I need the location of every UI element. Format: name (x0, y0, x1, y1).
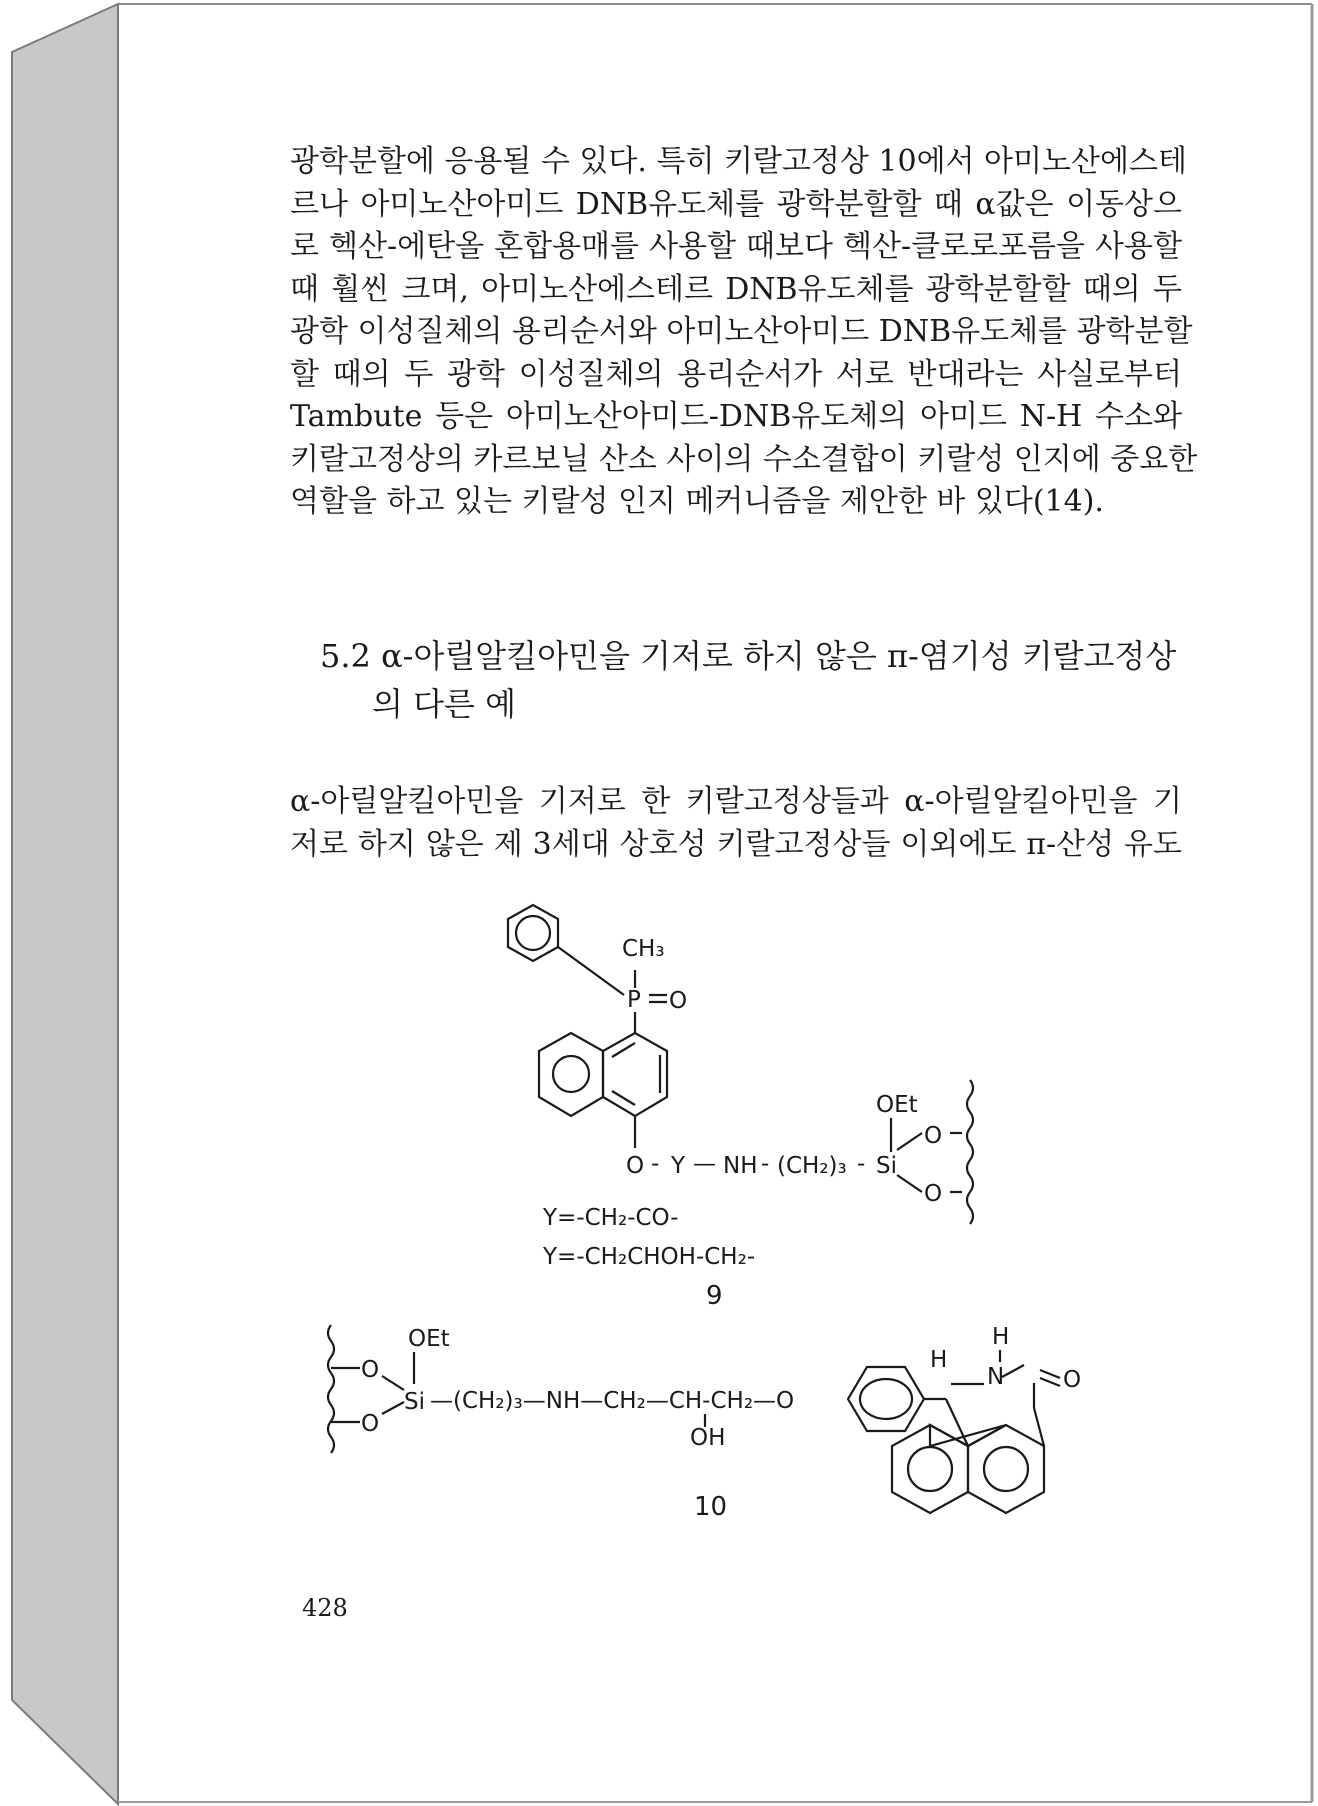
silicon-label: Si (404, 1389, 425, 1415)
linker-dash: - (761, 1151, 770, 1177)
hydroxyl-label: OH (690, 1425, 726, 1451)
section-heading-line2: 의 다른 예 (372, 685, 516, 723)
nitrogen-label: N (987, 1364, 1005, 1390)
page-number: 428 (302, 1594, 348, 1622)
oet-label: OEt (408, 1326, 450, 1352)
text-line: 역할을 하고 있는 키랄성 인지 메커니즘을 제안한 바 있다(14). (290, 484, 1104, 519)
oxygen-label: O (361, 1357, 380, 1383)
oxygen-label: O (669, 988, 688, 1014)
phosphorus-label: P (627, 987, 641, 1013)
section-heading-line1: 5.2 α-아릴알킬아민을 기저로 하지 않은 π-염기성 키랄고정상 (320, 637, 1177, 675)
oxygen-label: O (924, 1181, 943, 1207)
text-line: 저로 하지 않은 제 3세대 상호성 키랄고정상들 이외에도 π-산성 유도 (290, 826, 1182, 862)
text-line: 광학분할에 응용될 수 있다. 특히 키랄고정상 10에서 아미노산에스테 (290, 144, 1187, 179)
hydrogen-label: H (930, 1347, 948, 1373)
linker-chain-label: —(CH₂)₃—NH—CH₂—CH-CH₂—O (430, 1388, 795, 1414)
oet-label: OEt (876, 1092, 918, 1118)
text-line: 광학 이성질체의 용리순서와 아미노산아미드 DNB유도체를 광학분할 (290, 314, 1193, 349)
y-definition-1: Y=-CH₂-CO- (543, 1205, 679, 1231)
linker-dash: — (693, 1151, 716, 1177)
text-line: 키랄고정상의 카르보닐 산소 사이의 수소결합이 키랄성 인지에 중요한 (290, 441, 1198, 477)
compound-label-10: 10 (694, 1492, 728, 1522)
text-line: Tambute 등은 아미노산아미드-DNB유도체의 아미드 N-H 수소와 (290, 399, 1182, 434)
oxygen-label: O (1063, 1367, 1082, 1393)
text-line: 할 때의 두 광학 이성질체의 용리순서가 서로 반대라는 사실로부터 (290, 356, 1182, 392)
oxygen-label: O (924, 1123, 943, 1149)
y-label: Y (671, 1153, 686, 1179)
text-line: 르나 아미노산아미드 DNB유도체를 광학분할할 때 α값은 이동상으 (290, 186, 1182, 222)
silicon-label: Si (876, 1153, 897, 1179)
text-line: 때 훨씬 크며, 아미노산에스테르 DNB유도체를 광학분할할 때의 두 (290, 271, 1182, 307)
compound-label-9: 9 (706, 1281, 723, 1311)
linker-dash: - (651, 1151, 660, 1177)
y-definition-2: Y=-CH₂CHOH-CH₂- (543, 1244, 756, 1270)
linker-dash: - (857, 1151, 866, 1177)
ch3-label: CH₃ (622, 936, 665, 962)
oxygen-label: O (361, 1411, 380, 1437)
hydrogen-label: H (992, 1324, 1010, 1350)
structure-10 (328, 1325, 1060, 1513)
oxygen-label: O (626, 1153, 645, 1179)
nh-label: NH (723, 1153, 758, 1179)
text-line: α-아릴알킬아민을 기저로 한 키랄고정상들과 α-아릴알킬아민을 기 (290, 784, 1182, 819)
text-line: 로 헥산-에탄올 혼합용매를 사용할 때보다 헥산-클로로포름을 사용할 (290, 229, 1182, 264)
ch2-chain-label: (CH₂)₃ (777, 1153, 847, 1179)
